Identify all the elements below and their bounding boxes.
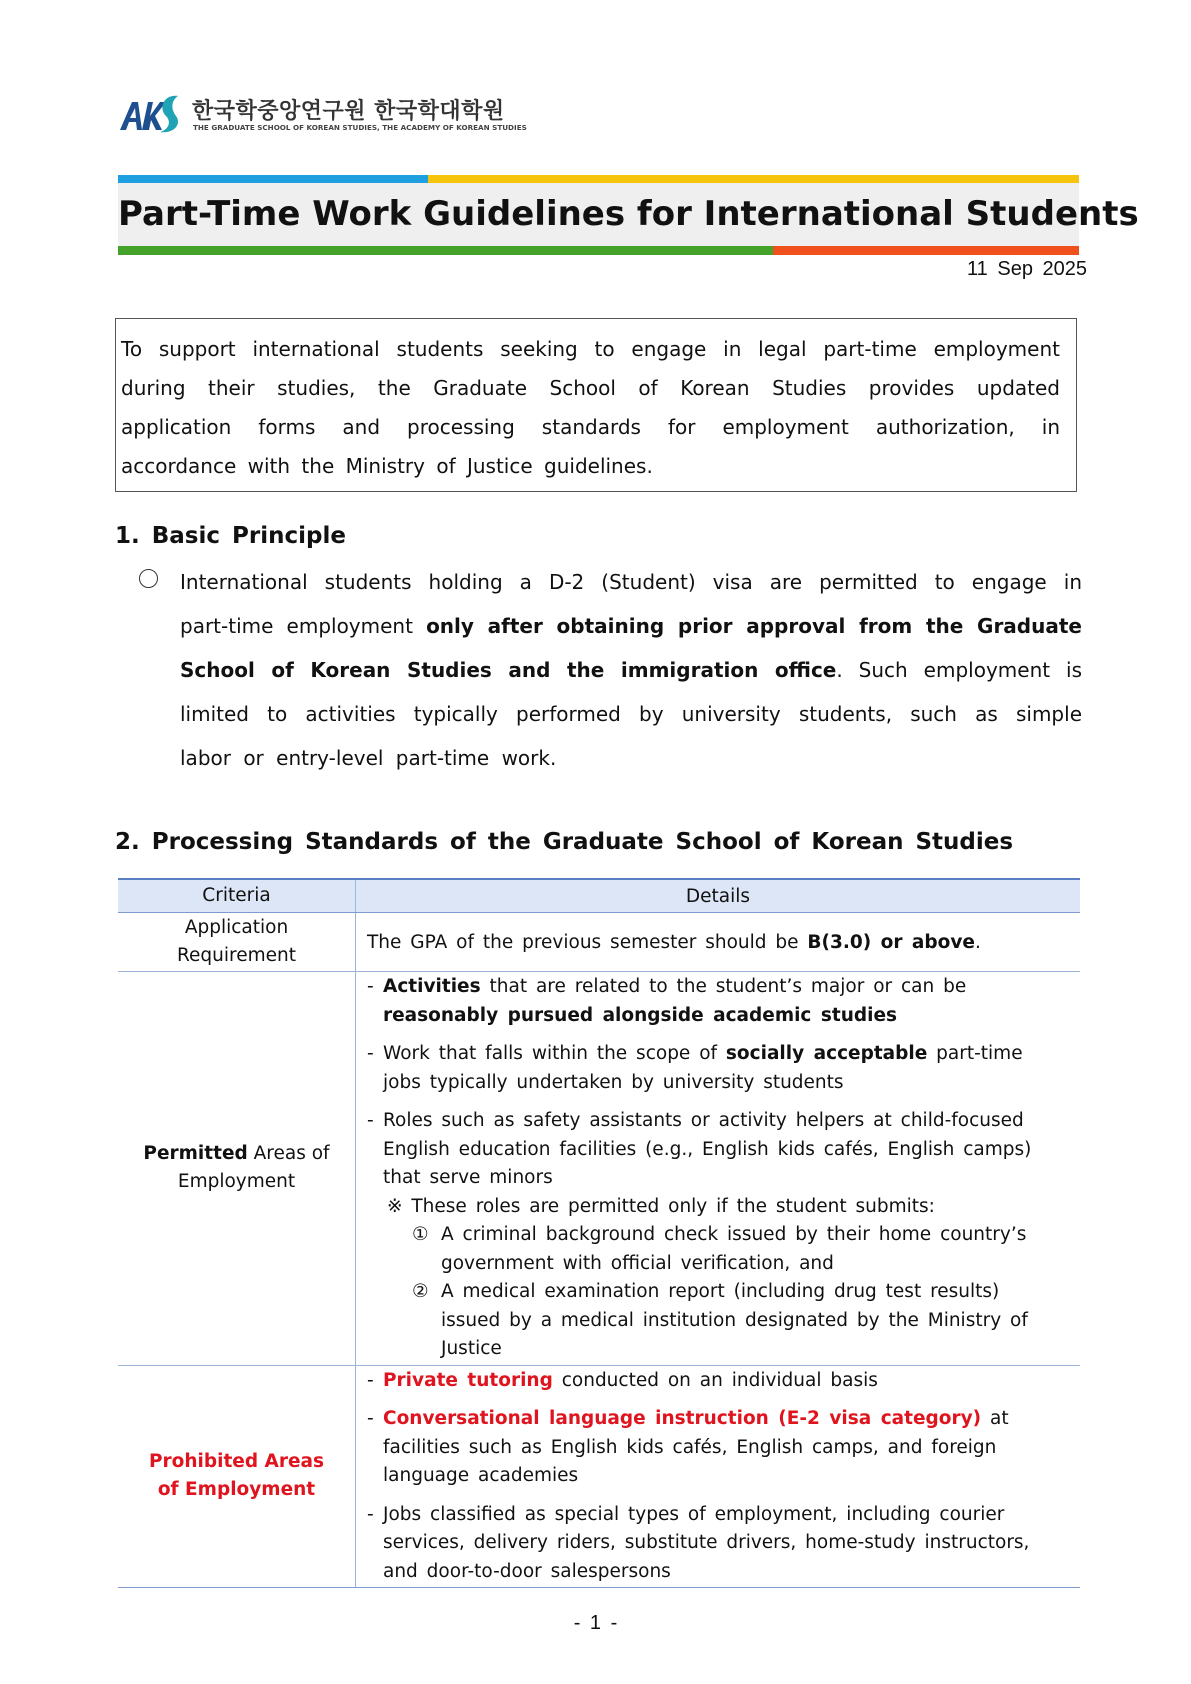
permitted-item-2-after: part-time jobs typically undertaken by university students [383,1043,1023,1093]
intro-text: To support international students seeking to engage in legal part-time employment during their studies, the Graduate School of Korean Studies provides updated application forms and processing standards for employment authorization, in accordance with the Ministry of Justice guidelines. [121,337,1060,478]
intro-box [115,318,1077,492]
criteria-permitted-bold: Permitted [143,1143,248,1165]
header-details: Details [356,879,1081,913]
criteria-permitted-rest: Areas of Employment [177,1143,330,1193]
title-bar-orange [773,246,1079,255]
dash-bullet: - [367,1369,374,1391]
permitted-sub-item-1 [367,1221,1066,1278]
logo-korean-name: 한국학중앙연구원 한국학대학원 [192,99,505,124]
requirement-text-after: . [974,931,981,953]
permitted-item-3 [367,1107,1066,1193]
document-title: Part-Time Work Guidelines for International Students [118,194,1139,234]
permitted-item-1 [367,973,1066,1030]
principle-text-before: International students holding a D-2 (Student) visa are permitted to engage in part-time employment [180,570,1082,638]
header-criteria: Criteria [118,879,356,913]
aks-logo-mark [118,90,184,136]
criteria-permitted-wrap [142,1140,332,1196]
prohibited-item-3 [367,1501,1066,1587]
aks-logo [118,90,527,140]
table-row-prohibited [118,1365,1080,1588]
prohibited-item-1-red: Private tutoring [383,1369,553,1391]
permitted-item-2-before: Work that falls within the scope of [383,1043,726,1064]
section-2-heading: 2. Processing Standards of the Graduate School of Korean Studies [115,829,1014,855]
dash-bullet: - [367,976,374,997]
permitted-item-2 [367,1040,1066,1097]
prohibited-item-2-red: Conversational language instruction (E-2 visa category) [383,1408,982,1429]
permitted-item-1-mid: that are related to the student’s major or can be [480,976,967,997]
table-row-permitted [118,972,1080,1366]
permitted-item-1-text [383,973,1066,1030]
prohibited-item-3-text: Jobs classified as special types of employment, including courier services, delivery riders, substitute drivers, home-study instructors, and door-to-door salespersons [383,1503,1030,1582]
principle-text-bold: only after obtaining prior approval from the Graduate School of Korean Studies and the immigration office [180,614,1082,682]
requirement-text-before: The GPA of the previous semester should be [367,931,808,953]
circled-two-icon: ② [412,1281,429,1302]
criteria-prohibited-label: Prohibited Areas of Employment [148,1451,325,1501]
circle-bullet-icon [139,569,158,588]
prohibited-item-2-text [383,1405,1066,1491]
requirement-text-bold: B(3.0) or above [807,931,975,953]
details-requirement [356,913,1081,972]
title-bar-blue [118,175,428,183]
table-header-row [118,879,1080,913]
basic-principle-text [180,560,1082,780]
permitted-sub-item-2-text: A medical examination report (including drug test results) issued by a medical institution designated by the Ministry of Justice [441,1281,1028,1359]
dash-bullet: - [367,1408,374,1429]
permitted-item-1-bold2: reasonably pursued alongside academic studies [383,1004,898,1026]
dash-bullet: - [367,1110,374,1131]
permitted-item-2-bold: socially acceptable [725,1043,928,1064]
criteria-permitted [118,972,356,1366]
page-number: - 1 - [573,1612,618,1634]
prohibited-item-2-rest: at facilities such as English kids cafés, English camps, and foreign language academies [383,1408,1009,1486]
title-bar-yellow [428,175,1079,183]
prohibited-item-1-rest: conducted on an individual basis [552,1369,878,1391]
details-prohibited [356,1365,1081,1588]
circled-one-icon: ① [412,1224,429,1245]
title-banner [118,183,1139,246]
permitted-item-1-bold1: Activities [383,976,481,997]
permitted-item-2-text [383,1040,1066,1097]
permitted-note: ※ These roles are permitted only if the student submits: [387,1195,935,1217]
criteria-requirement-label: Application Requirement [177,917,296,966]
criteria-requirement [118,913,356,972]
document-date: 11 Sep 2025 [967,258,1087,280]
principle-text-after: . Such employment is limited to activities typically performed by university students, such as simple labor or entry-level part-time work. [180,658,1083,770]
prohibited-item-2 [367,1405,1066,1491]
prohibited-item-1 [367,1367,1066,1396]
dash-bullet: - [367,1043,374,1064]
dash-bullet: - [367,1503,374,1525]
details-permitted [356,972,1081,1366]
permitted-sub-item-1-text: A criminal background check issued by their home country’s government with official verification, and [441,1224,1027,1274]
title-bar-green [118,246,773,255]
table-row-requirement [118,913,1080,972]
section-1-heading: 1. Basic Principle [115,523,346,549]
prohibited-item-1-text [383,1367,1066,1396]
permitted-item-3-text: Roles such as safety assistants or activity helpers at child-focused English education facilities (e.g., English kids cafés, English camps) that serve minors [383,1110,1032,1188]
logo-english-name: THE GRADUATE SCHOOL OF KOREAN STUDIES, THE ACADEMY OF KOREAN STUDIES [193,123,527,132]
processing-standards-table [118,878,1080,1588]
criteria-prohibited [118,1365,356,1588]
permitted-sub-item-2 [367,1278,1066,1364]
